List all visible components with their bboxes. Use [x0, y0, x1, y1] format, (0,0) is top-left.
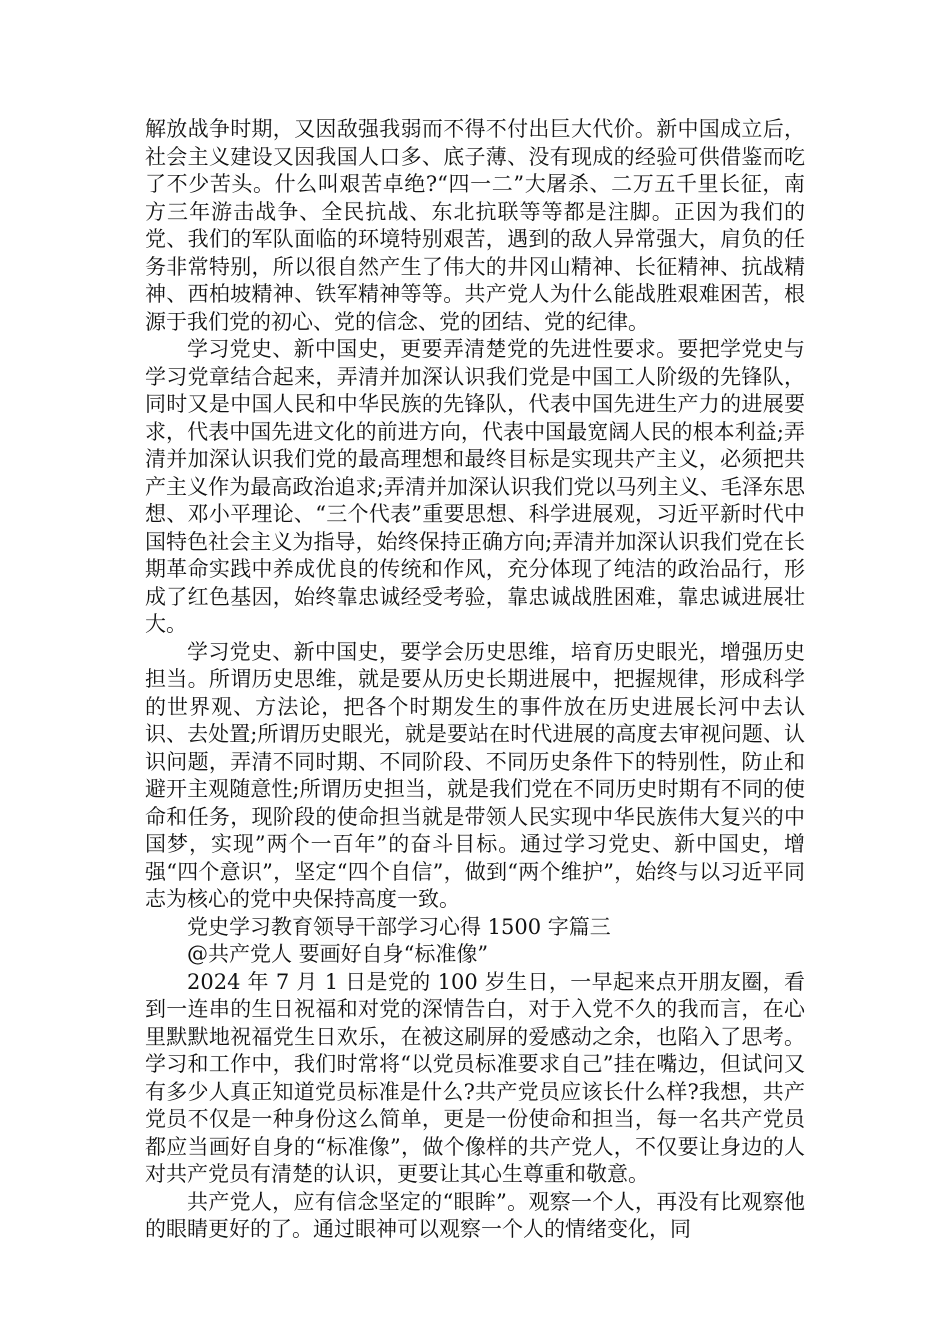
section-subtitle: @共产党人 要画好自身“标准像”: [187, 942, 489, 966]
paragraph-1: 解放战争时期，又因敌强我弱而不得不付出巨大代价。新中国成立后，社会主义建设又因我国人口多、底子薄、没有现成的经验可供借鉴而吃了不少苦头。什么叫艰苦卓绝?“四一二”大屠杀、二万五千里长征，南方三年游击战争、全民抗战、东北抗联等等都是注脚。正因为我们的党、我们的军队面临的环境特别艰苦，遇到的敌人异常强大，肩负的任务非常特别，所以很自然产生了伟大的井冈山精神、长征精神、抗战精神、西柏坡精神、铁军精神等等。共产党人为什么能战胜艰难困苦，根源于我们党的初心、党的信念、党的团结、党的纪律。: [145, 117, 805, 334]
paragraph-5: 共产党人，应有信念坚定的“眼眸”。观察一个人，再没有比观察他的眼睛更好的了。通过眼神可以观察一个人的情绪变化，同: [145, 1189, 805, 1241]
paragraph-2: 学习党史、新中国史，更要弄清楚党的先进性要求。要把学党史与学习党章结合起来，弄清并加深认识我们党是中国工人阶级的先锋队，同时又是中国人民和中华民族的先锋队，代表中国先进生产力的进展要求，代表中国先进文化的前进方向，代表中国最宽阔人民的根本利益;弄清并加深认识我们党的最高理想和最终目标是实现共产主义，必须把共产主义作为最高政治追求;弄清并加深认识我们党以马列主义、毛泽东思想、邓小平理论、“三个代表”重要思想、科学进展观，习近平新时代中国特色社会主义为指导，始终保持正确方向;弄清并加深认识我们党在长期革命实践中养成优良的传统和作风，充分体现了纯洁的政治品行，形成了红色基因，始终靠忠诚经受考验，靠忠诚战胜困难，靠忠诚进展壮大。: [145, 337, 805, 636]
paragraph-3: 学习党史、新中国史，要学会历史思维，培育历史眼光，增强历史担当。所谓历史思维，就是要从历史长期进展中，把握规律，形成科学的世界观、方法论，把各个时期发生的事件放在历史进展长河中去认识、去处置;所谓历史眼光，就是要站在时代进展的高度去审视问题、认识问题，弄清不同时期、不同阶段、不同历史条件下的特别性，防止和避开主观随意性;所谓历史担当，就是我们党在不同历史时期有不同的使命和任务，现阶段的使命担当就是带领人民实现中华民族伟大复兴的中国梦，实现”两个一百年”的奋斗目标。通过学习党史、新中国史，增强“四个意识”，坚定“四个自信”，做到“两个维护”，始终与以习近平同志为核心的党中央保持高度一致。: [145, 639, 805, 911]
document-page: [145, 116, 805, 1244]
paragraph-4: 2024 年 7 月 1 日是党的 100 岁生日，一早起来点开朋友圈，看到一连串的生日祝福和对党的深情告白，对于入党不久的我而言，在心里默默地祝福党生日欢乐，在被这刷屏的爱感动之余，也陷入了思考。学习和工作中，我们时常将“以党员标准要求自己”挂在嘴边，但试问又有多少人真正知道党员标准是什么?共产党员应该长什么样?我想，共产党员不仅是一种身份这么简单，更是一份使命和担当，每一名共产党员都应当画好自身的“标准像”，做个像样的共产党人，不仅要让身边的人对共产党员有清楚的认识，更要让其心生尊重和敬意。: [145, 969, 805, 1186]
section-heading: 党史学习教育领导干部学习心得 1500 字篇三: [187, 914, 611, 939]
